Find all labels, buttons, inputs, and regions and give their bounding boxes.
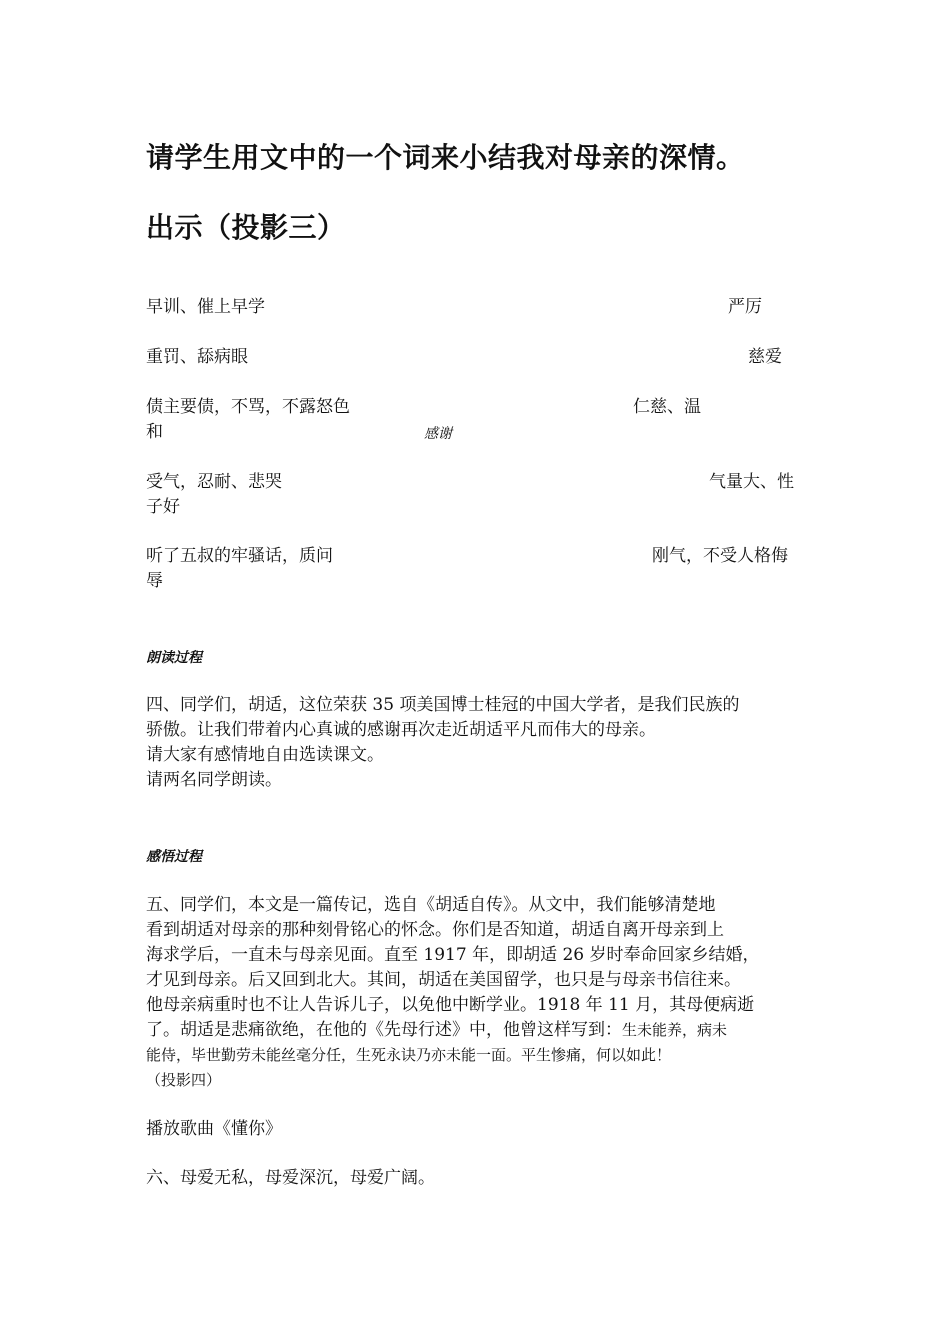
table-row5-left: 听了五叔的牢骚话，质问: [146, 546, 333, 566]
song-line: 播放歌曲《懂你》: [146, 1119, 282, 1139]
quotation-line: 能侍，毕世勤劳未能丝毫分任，生死永诀乃亦未能一面。平生惨痛，何以如此！: [146, 1046, 672, 1064]
table-row2-right: 慈爱: [748, 347, 782, 367]
heading-show-projection: 出示（投影三）: [146, 211, 346, 244]
paragraph-line: 骄傲。让我们带着内心真诚的感谢再次走近胡适平凡而伟大的母亲。: [146, 720, 656, 740]
table-row1-left: 早训、催上早学: [146, 297, 265, 317]
paragraph-line: 才见到母亲。后又回到北大。其间，胡适在美国留学，也只是与母亲书信往来。: [146, 970, 741, 990]
section-heading-insight: 感悟过程: [146, 849, 202, 865]
table-row5-left-cont: 辱: [146, 571, 163, 591]
heading-summary: 请学生用文中的一个词来小结我对母亲的深情。: [146, 141, 745, 174]
paragraph-six: 六、母爱无私，母爱深沉，母爱广阔。: [146, 1168, 435, 1188]
table-row3-right: 仁慈、温: [633, 397, 701, 417]
table-row4-left-cont: 子好: [146, 497, 180, 517]
table-row3-left: 债主要债，不骂，不露怒色: [146, 397, 350, 417]
table-row3-left-cont: 和: [146, 422, 163, 442]
paragraph-line: 请两名同学朗读。: [146, 770, 282, 790]
paragraph-line: 四、同学们，胡适，这位荣获 35 项美国博士桂冠的中国大学者，是我们民族的: [146, 695, 740, 715]
table-row4-right: 气量大、性: [709, 472, 794, 492]
paragraph-four: [146, 693, 806, 793]
paragraph-line: 看到胡适对母亲的那种刻骨铭心的怀念。你们是否知道，胡适自离开母亲到上: [146, 920, 724, 940]
table-row4-left: 受气，忍耐、悲哭: [146, 472, 282, 492]
projection-note: （投影四）: [146, 1071, 222, 1089]
paragraph-line: 请大家有感情地自由选读课文。: [146, 745, 384, 765]
paragraph-five: [146, 893, 806, 1093]
section-heading-reading: 朗读过程: [146, 650, 202, 666]
table-middle-label: 感谢: [424, 426, 452, 442]
table-row2-left: 重罚、舔病眼: [146, 347, 248, 367]
paragraph-line: [146, 1018, 806, 1043]
table-row1-right: 严厉: [728, 297, 762, 317]
paragraph-line: 他母亲病重时也不让人告诉儿子，以免他中断学业。1918 年 11 月，其母便病逝: [146, 995, 755, 1015]
paragraph-line: 海求学后，一直未与母亲见面。直至 1917 年，即胡适 26 岁时奉命回家乡结婚，: [146, 945, 760, 965]
paragraph-text: 了。胡适是悲痛欲绝，在他的《先母行述》中，他曾这样写到：: [146, 1020, 622, 1040]
table-row5-right: 刚气，不受人格侮: [652, 546, 788, 566]
quotation-text: 生未能养，病未: [622, 1021, 728, 1039]
paragraph-line: 五、同学们，本文是一篇传记，选自《胡适自传》。从文中，我们能够清楚地: [146, 895, 716, 915]
